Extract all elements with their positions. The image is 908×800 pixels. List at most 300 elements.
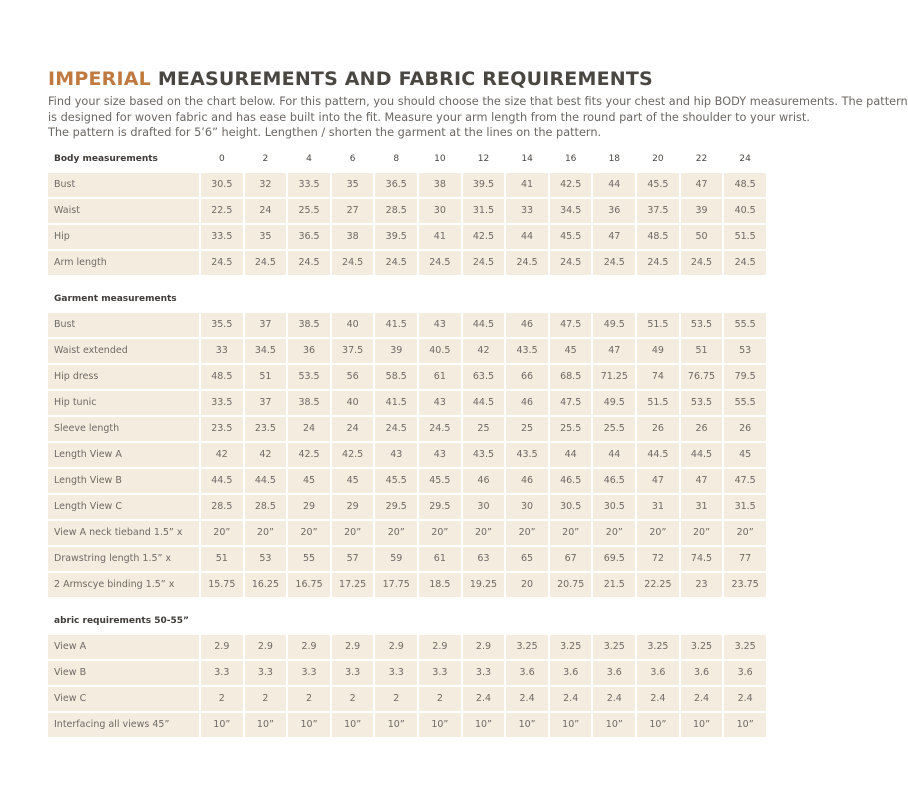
table-cell: 69.5 <box>593 547 635 573</box>
table-cell: 20” <box>637 521 679 547</box>
table-cell: 20” <box>288 521 330 547</box>
header-blank <box>593 287 635 313</box>
table-cell: 24.5 <box>637 251 679 277</box>
table-cell: 30.5 <box>550 495 592 521</box>
table-cell: 29.5 <box>419 495 461 521</box>
table-cell: 46 <box>506 391 548 417</box>
table-cell: 53.5 <box>681 391 723 417</box>
row-label: View A neck tieband 1.5” x <box>48 521 199 547</box>
table-row <box>48 443 766 469</box>
table-cell: 37 <box>245 391 287 417</box>
table-cell: 2.4 <box>593 687 635 713</box>
table-cell: 61 <box>419 365 461 391</box>
table-row <box>48 251 766 277</box>
table-cell: 44.5 <box>681 443 723 469</box>
table-cell: 23.75 <box>724 573 766 599</box>
table-cell: 22.25 <box>637 573 679 599</box>
table-cell: 28.5 <box>201 495 243 521</box>
table-row <box>48 417 766 443</box>
table-cell: 10” <box>375 713 417 739</box>
table-cell: 51.5 <box>637 313 679 339</box>
table-cell: 24.5 <box>550 251 592 277</box>
table-cell: 45.5 <box>375 469 417 495</box>
table-cell: 47 <box>593 339 635 365</box>
table-cell: 2.4 <box>681 687 723 713</box>
intro-line: Find your size based on the chart below. For this pattern, you should choose the size that best fits your chest and hip BODY measurements. The pattern <box>48 95 908 108</box>
table-cell: 35.5 <box>201 313 243 339</box>
table-cell: 23 <box>681 573 723 599</box>
table-cell: 20” <box>332 521 374 547</box>
table-cell: 44 <box>593 173 635 199</box>
table-cell: 50 <box>681 225 723 251</box>
table-cell: 23.5 <box>201 417 243 443</box>
table-cell: 24.5 <box>463 251 505 277</box>
row-label: Hip <box>48 225 199 251</box>
table-cell: 24.5 <box>681 251 723 277</box>
table-cell: 24.5 <box>506 251 548 277</box>
table-cell: 30.5 <box>593 495 635 521</box>
row-label: 2 Armscye binding 1.5” x <box>48 573 199 599</box>
table-cell: 55.5 <box>724 391 766 417</box>
row-label: Drawstring length 1.5” x <box>48 547 199 573</box>
table-row <box>48 573 766 599</box>
size-header: 18 <box>593 147 635 173</box>
table-cell: 37.5 <box>637 199 679 225</box>
header-blank <box>332 609 374 635</box>
table-row <box>48 495 766 521</box>
table-cell: 31 <box>681 495 723 521</box>
title-rest: MEASUREMENTS AND FABRIC REQUIREMENTS <box>151 68 653 90</box>
table-cell: 44 <box>593 443 635 469</box>
table-cell: 2.9 <box>245 635 287 661</box>
table-cell: 47.5 <box>550 313 592 339</box>
table-cell: 34.5 <box>550 199 592 225</box>
row-label: Bust <box>48 313 199 339</box>
table-cell: 28.5 <box>375 199 417 225</box>
table-row <box>48 713 766 739</box>
table-cell: 48.5 <box>637 225 679 251</box>
table-cell: 39 <box>681 199 723 225</box>
table-cell: 46 <box>506 469 548 495</box>
table-cell: 43.5 <box>506 443 548 469</box>
table-cell: 45 <box>724 443 766 469</box>
page-title <box>48 66 770 92</box>
table-row <box>48 173 766 199</box>
intro-line: is designed for woven fabric and has ease built into the fit. Measure your arm length from the round part of the shoulder to your wrist. <box>48 110 810 124</box>
table-cell: 10” <box>506 713 548 739</box>
table-cell: 2.9 <box>201 635 243 661</box>
table-cell: 3.6 <box>724 661 766 687</box>
table-cell: 63.5 <box>463 365 505 391</box>
table-cell: 41 <box>506 173 548 199</box>
table-cell: 40.5 <box>419 339 461 365</box>
table-row <box>48 687 766 713</box>
table-cell: 42.5 <box>288 443 330 469</box>
table-cell: 44 <box>550 443 592 469</box>
table-cell: 34.5 <box>245 339 287 365</box>
row-label: Sleeve length <box>48 417 199 443</box>
table-cell: 47 <box>637 469 679 495</box>
table-cell: 63 <box>463 547 505 573</box>
table-cell: 26 <box>724 417 766 443</box>
header-blank <box>288 287 330 313</box>
spacer-cell <box>48 277 766 287</box>
table-cell: 41.5 <box>375 313 417 339</box>
section-title: abric requirements 50-55” <box>48 609 199 635</box>
table-cell: 10” <box>332 713 374 739</box>
header-blank <box>463 287 505 313</box>
row-label: Hip dress <box>48 365 199 391</box>
table-cell: 74 <box>637 365 679 391</box>
table-cell: 29 <box>332 495 374 521</box>
table-cell: 2 <box>245 687 287 713</box>
table-cell: 2.4 <box>463 687 505 713</box>
table-cell: 43.5 <box>463 443 505 469</box>
table-cell: 42.5 <box>463 225 505 251</box>
table-cell: 19.25 <box>463 573 505 599</box>
table-cell: 3.3 <box>375 661 417 687</box>
table-cell: 46 <box>463 469 505 495</box>
table-cell: 48.5 <box>201 365 243 391</box>
table-row <box>48 547 766 573</box>
table-cell: 20” <box>463 521 505 547</box>
table-cell: 47.5 <box>550 391 592 417</box>
table-cell: 76.75 <box>681 365 723 391</box>
table-cell: 2 <box>419 687 461 713</box>
row-label: Hip tunic <box>48 391 199 417</box>
header-blank <box>201 287 243 313</box>
table-cell: 44.5 <box>463 313 505 339</box>
header-blank <box>245 287 287 313</box>
table-cell: 77 <box>724 547 766 573</box>
size-header: 4 <box>288 147 330 173</box>
table-cell: 49.5 <box>593 313 635 339</box>
table-cell: 3.6 <box>506 661 548 687</box>
size-header: 12 <box>463 147 505 173</box>
table-cell: 51 <box>201 547 243 573</box>
table-cell: 10” <box>419 713 461 739</box>
table-cell: 48.5 <box>724 173 766 199</box>
table-cell: 24.5 <box>375 251 417 277</box>
header-blank <box>681 609 723 635</box>
table-cell: 41.5 <box>375 391 417 417</box>
table-cell: 66 <box>506 365 548 391</box>
section-spacer <box>48 599 766 609</box>
table-cell: 43 <box>419 391 461 417</box>
table-cell: 20” <box>593 521 635 547</box>
table-row <box>48 391 766 417</box>
table-cell: 40 <box>332 391 374 417</box>
table-cell: 2.9 <box>375 635 417 661</box>
table-cell: 25 <box>463 417 505 443</box>
table-cell: 79.5 <box>724 365 766 391</box>
table-cell: 57 <box>332 547 374 573</box>
header-blank <box>506 287 548 313</box>
table-cell: 3.3 <box>201 661 243 687</box>
table-cell: 44.5 <box>201 469 243 495</box>
size-header: 0 <box>201 147 243 173</box>
row-label: Arm length <box>48 251 199 277</box>
table-cell: 49.5 <box>593 391 635 417</box>
table-cell: 30 <box>419 199 461 225</box>
table-cell: 51.5 <box>724 225 766 251</box>
table-cell: 29 <box>288 495 330 521</box>
table-cell: 43 <box>419 313 461 339</box>
table-cell: 45 <box>288 469 330 495</box>
table-cell: 45 <box>550 339 592 365</box>
table-cell: 2 <box>201 687 243 713</box>
table-cell: 56 <box>332 365 374 391</box>
header-blank <box>463 609 505 635</box>
table-cell: 46 <box>506 313 548 339</box>
table-cell: 53 <box>245 547 287 573</box>
table-cell: 42 <box>463 339 505 365</box>
header-blank <box>419 287 461 313</box>
table-cell: 24 <box>245 199 287 225</box>
table-cell: 39 <box>375 339 417 365</box>
intro-line: The pattern is drafted for 5’6” height. Lengthen / shorten the garment at the lines on the pattern. <box>48 126 602 139</box>
header-blank <box>724 609 766 635</box>
table-cell: 17.75 <box>375 573 417 599</box>
header-blank <box>637 287 679 313</box>
table-cell: 10” <box>288 713 330 739</box>
table-cell: 42.5 <box>332 443 374 469</box>
table-cell: 45.5 <box>550 225 592 251</box>
table-cell: 3.6 <box>637 661 679 687</box>
row-label: View A <box>48 635 199 661</box>
table-cell: 35 <box>332 173 374 199</box>
section-header-row <box>48 147 766 173</box>
table-cell: 20” <box>724 521 766 547</box>
table-cell: 3.25 <box>637 635 679 661</box>
table-cell: 24.5 <box>419 417 461 443</box>
table-cell: 3.25 <box>681 635 723 661</box>
table-cell: 20.75 <box>550 573 592 599</box>
size-header: 24 <box>724 147 766 173</box>
table-cell: 65 <box>506 547 548 573</box>
table-cell: 3.25 <box>506 635 548 661</box>
table-cell: 3.3 <box>463 661 505 687</box>
table-cell: 2 <box>332 687 374 713</box>
table-cell: 44 <box>506 225 548 251</box>
table-cell: 3.6 <box>593 661 635 687</box>
table-cell: 10” <box>593 713 635 739</box>
table-cell: 24.5 <box>419 251 461 277</box>
table-cell: 53 <box>724 339 766 365</box>
table-cell: 58.5 <box>375 365 417 391</box>
table-cell: 61 <box>419 547 461 573</box>
table-cell: 41 <box>419 225 461 251</box>
table-cell: 20” <box>201 521 243 547</box>
table-cell: 44.5 <box>245 469 287 495</box>
table-cell: 21.5 <box>593 573 635 599</box>
table-cell: 39.5 <box>463 173 505 199</box>
table-cell: 51.5 <box>637 391 679 417</box>
table-cell: 30 <box>506 495 548 521</box>
table-cell: 3.3 <box>419 661 461 687</box>
table-cell: 25.5 <box>288 199 330 225</box>
table-cell: 3.3 <box>288 661 330 687</box>
table-cell: 40.5 <box>724 199 766 225</box>
table-cell: 24.5 <box>201 251 243 277</box>
table-cell: 22.5 <box>201 199 243 225</box>
table-cell: 45.5 <box>419 469 461 495</box>
header-blank <box>245 609 287 635</box>
table-cell: 37.5 <box>332 339 374 365</box>
table-cell: 74.5 <box>681 547 723 573</box>
row-label: Length View A <box>48 443 199 469</box>
table-cell: 25.5 <box>593 417 635 443</box>
table-cell: 2.9 <box>332 635 374 661</box>
table-cell: 45.5 <box>637 173 679 199</box>
table-cell: 2 <box>375 687 417 713</box>
table-cell: 25.5 <box>550 417 592 443</box>
table-cell: 46.5 <box>593 469 635 495</box>
row-label: View C <box>48 687 199 713</box>
table-cell: 24.5 <box>593 251 635 277</box>
table-cell: 10” <box>681 713 723 739</box>
table-cell: 38.5 <box>288 391 330 417</box>
table-cell: 47 <box>681 173 723 199</box>
table-cell: 20” <box>245 521 287 547</box>
table-cell: 3.6 <box>681 661 723 687</box>
table-cell: 24.5 <box>245 251 287 277</box>
size-header: 20 <box>637 147 679 173</box>
table-cell: 24 <box>288 417 330 443</box>
table-cell: 38 <box>332 225 374 251</box>
table-cell: 35 <box>245 225 287 251</box>
table-cell: 36.5 <box>288 225 330 251</box>
table-cell: 43.5 <box>506 339 548 365</box>
table-cell: 26 <box>681 417 723 443</box>
table-cell: 55 <box>288 547 330 573</box>
table-cell: 31.5 <box>463 199 505 225</box>
table-row <box>48 365 766 391</box>
table-cell: 47 <box>593 225 635 251</box>
table-cell: 10” <box>550 713 592 739</box>
table-cell: 27 <box>332 199 374 225</box>
table-cell: 71.25 <box>593 365 635 391</box>
header-blank <box>506 609 548 635</box>
table-cell: 40 <box>332 313 374 339</box>
table-cell: 51 <box>245 365 287 391</box>
table-cell: 26 <box>637 417 679 443</box>
intro-text <box>48 94 908 141</box>
section-title: Body measurements <box>48 147 199 173</box>
table-cell: 28.5 <box>245 495 287 521</box>
table-cell: 24.5 <box>375 417 417 443</box>
section-spacer <box>48 277 766 287</box>
table-cell: 37 <box>245 313 287 339</box>
table-cell: 2 <box>288 687 330 713</box>
table-cell: 43 <box>375 443 417 469</box>
table-cell: 51 <box>681 339 723 365</box>
table-cell: 33.5 <box>288 173 330 199</box>
table-row <box>48 661 766 687</box>
table-cell: 55.5 <box>724 313 766 339</box>
table-cell: 36.5 <box>375 173 417 199</box>
table-cell: 23.5 <box>245 417 287 443</box>
table-row <box>48 199 766 225</box>
table-cell: 18.5 <box>419 573 461 599</box>
row-label: Bust <box>48 173 199 199</box>
table-cell: 15.75 <box>201 573 243 599</box>
size-header: 22 <box>681 147 723 173</box>
table-cell: 24.5 <box>724 251 766 277</box>
table-cell: 31 <box>637 495 679 521</box>
table-cell: 38.5 <box>288 313 330 339</box>
table-row <box>48 225 766 251</box>
table-cell: 68.5 <box>550 365 592 391</box>
table-cell: 43 <box>419 443 461 469</box>
header-blank <box>550 287 592 313</box>
row-label: Waist extended <box>48 339 199 365</box>
table-cell: 33.5 <box>201 391 243 417</box>
header-blank <box>419 609 461 635</box>
table-row <box>48 339 766 365</box>
table-cell: 16.75 <box>288 573 330 599</box>
table-cell: 45 <box>332 469 374 495</box>
table-cell: 20” <box>419 521 461 547</box>
header-blank <box>681 287 723 313</box>
table-cell: 10” <box>201 713 243 739</box>
table-cell: 10” <box>637 713 679 739</box>
table-cell: 39.5 <box>375 225 417 251</box>
header-blank <box>332 287 374 313</box>
table-cell: 10” <box>724 713 766 739</box>
size-header: 10 <box>419 147 461 173</box>
header-blank <box>288 609 330 635</box>
section-header-row <box>48 287 766 313</box>
table-cell: 10” <box>245 713 287 739</box>
header-blank <box>724 287 766 313</box>
table-cell: 3.3 <box>332 661 374 687</box>
size-header: 16 <box>550 147 592 173</box>
table-row <box>48 313 766 339</box>
measurement-table <box>46 147 768 739</box>
table-cell: 44.5 <box>637 443 679 469</box>
table-cell: 49 <box>637 339 679 365</box>
header-blank <box>375 609 417 635</box>
table-cell: 2.4 <box>506 687 548 713</box>
spacer-cell <box>48 599 766 609</box>
table-cell: 30 <box>463 495 505 521</box>
table-cell: 20 <box>506 573 548 599</box>
table-cell: 67 <box>550 547 592 573</box>
table-cell: 3.6 <box>550 661 592 687</box>
table-cell: 2.9 <box>463 635 505 661</box>
table-cell: 53.5 <box>288 365 330 391</box>
table-cell: 2.9 <box>288 635 330 661</box>
table-cell: 20” <box>550 521 592 547</box>
table-cell: 24 <box>332 417 374 443</box>
table-cell: 24.5 <box>288 251 330 277</box>
table-cell: 44.5 <box>463 391 505 417</box>
table-cell: 36 <box>288 339 330 365</box>
table-cell: 42 <box>245 443 287 469</box>
size-header: 8 <box>375 147 417 173</box>
header-blank <box>375 287 417 313</box>
table-cell: 10” <box>463 713 505 739</box>
header-blank <box>593 609 635 635</box>
size-header: 2 <box>245 147 287 173</box>
section-title: Garment measurements <box>48 287 199 313</box>
header-blank <box>550 609 592 635</box>
row-label: View B <box>48 661 199 687</box>
table-cell: 33 <box>506 199 548 225</box>
table-cell: 20” <box>681 521 723 547</box>
row-label: Length View B <box>48 469 199 495</box>
